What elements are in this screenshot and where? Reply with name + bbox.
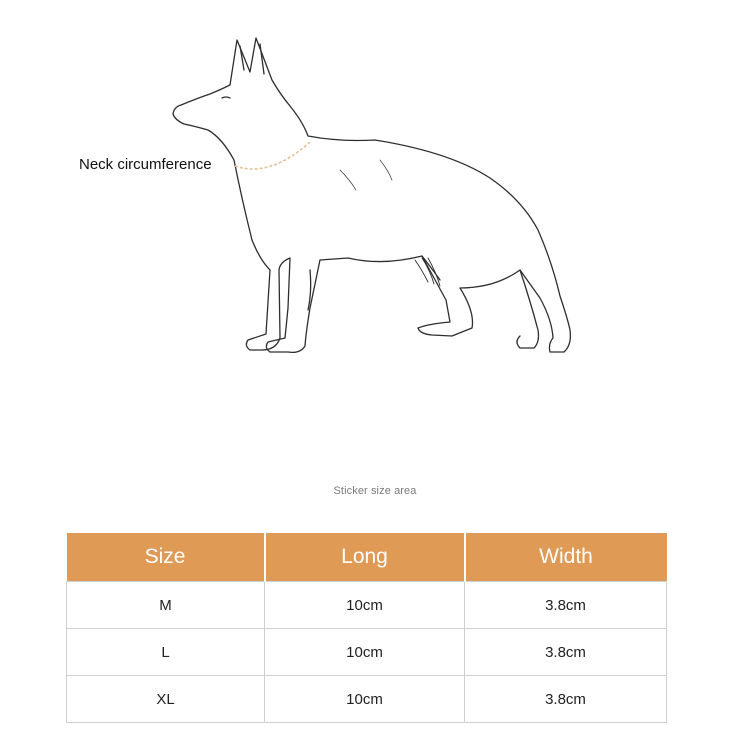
width-cell: 3.8cm xyxy=(465,629,667,676)
table-header-row xyxy=(67,533,667,582)
size-table xyxy=(66,533,667,723)
size-cell: L xyxy=(67,629,265,676)
table-row xyxy=(67,582,667,629)
long-cell: 10cm xyxy=(265,582,465,629)
sticker-size-area-label: Sticker size area xyxy=(333,485,417,497)
table-row xyxy=(67,676,667,723)
long-cell: 10cm xyxy=(265,629,465,676)
dog-illustration xyxy=(160,30,590,370)
header-long: Long xyxy=(265,533,465,582)
width-cell: 3.8cm xyxy=(465,582,667,629)
size-cell: M xyxy=(67,582,265,629)
header-size: Size xyxy=(67,533,265,582)
table-row xyxy=(67,629,667,676)
size-cell: XL xyxy=(67,676,265,723)
neck-circumference-label: Neck circumference xyxy=(79,156,212,173)
header-width: Width xyxy=(465,533,667,582)
long-cell: 10cm xyxy=(265,676,465,723)
width-cell: 3.8cm xyxy=(465,676,667,723)
